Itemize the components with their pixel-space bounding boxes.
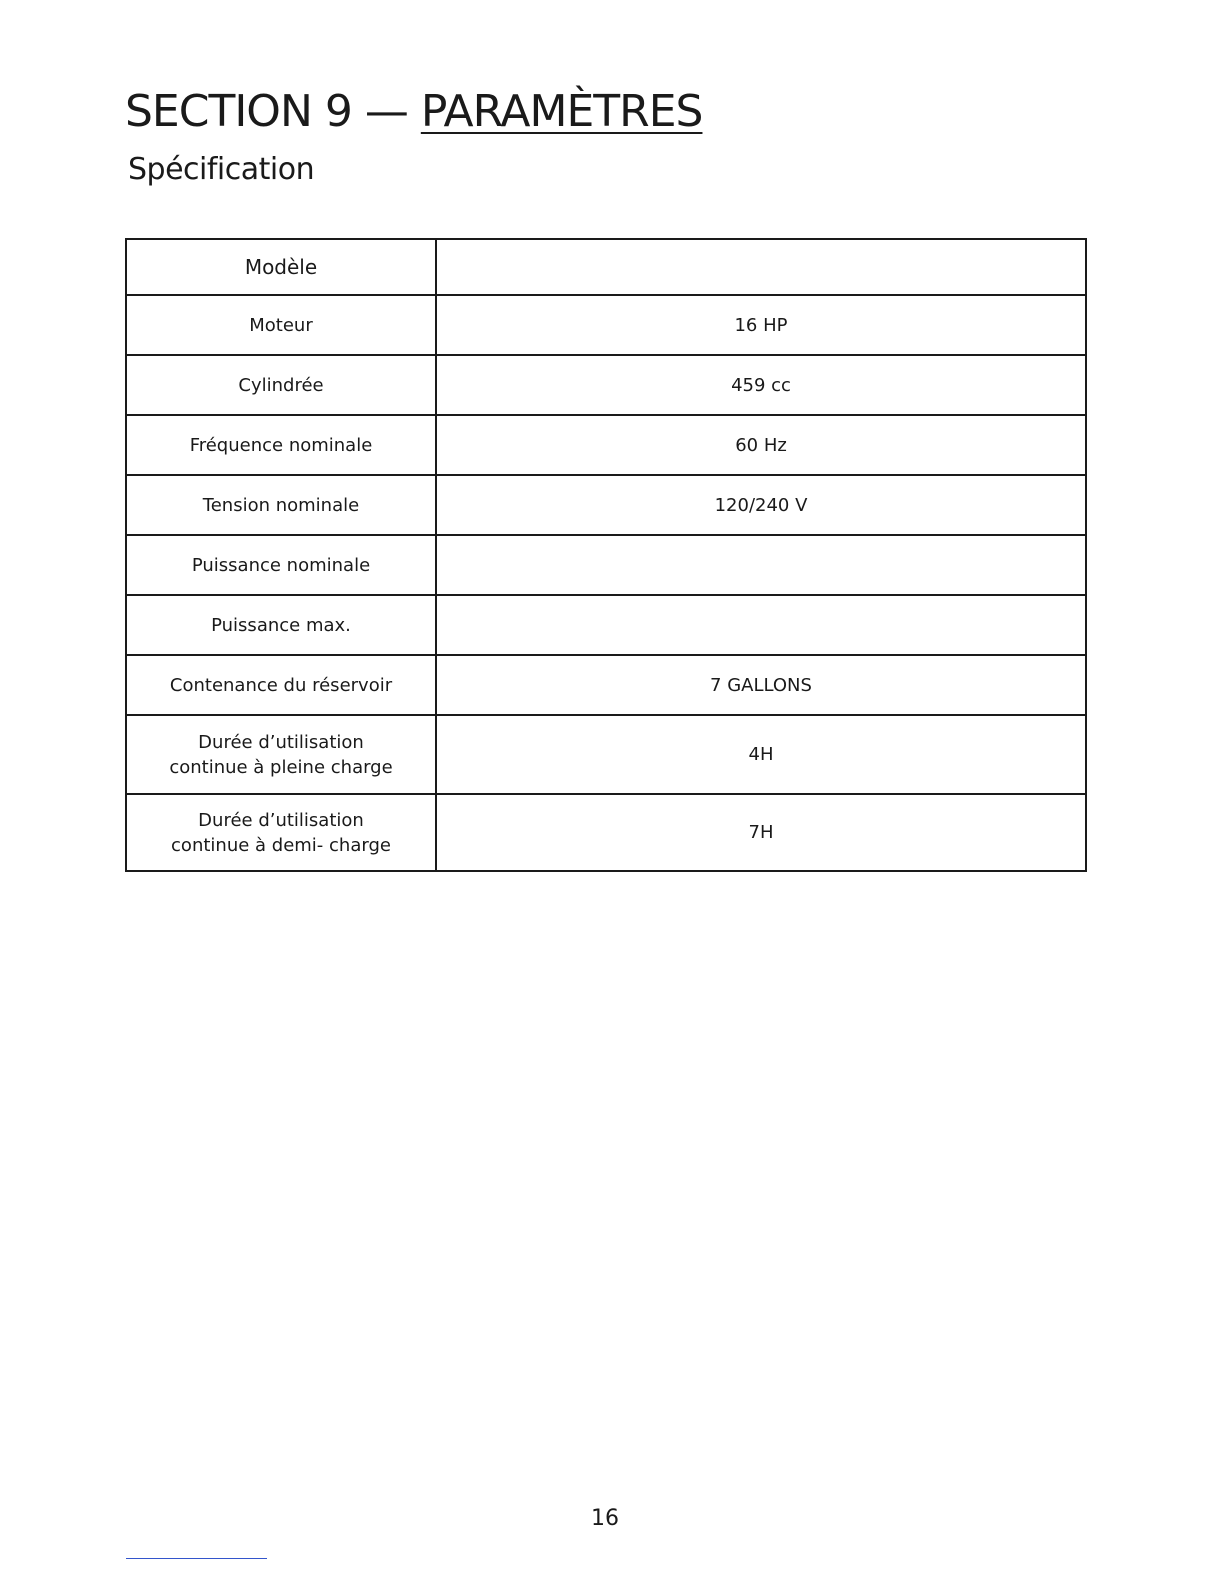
row-label-line: Durée d’utilisation <box>198 809 364 831</box>
row-value: 16 HP <box>436 295 1086 355</box>
row-value: 7 GALLONS <box>436 655 1086 715</box>
row-label <box>126 794 436 871</box>
row-label: Contenance du réservoir <box>126 655 436 715</box>
section-number: SECTION 9 — <box>125 86 421 137</box>
row-label: Tension nominale <box>126 475 436 535</box>
table-row <box>126 595 1086 655</box>
table-row <box>126 295 1086 355</box>
row-value: 4H <box>436 715 1086 794</box>
table-row <box>126 794 1086 871</box>
row-label: Fréquence nominale <box>126 415 436 475</box>
row-value: 120/240 V <box>436 475 1086 535</box>
row-label: Puissance max. <box>126 595 436 655</box>
table-row <box>126 355 1086 415</box>
row-label-line: continue à pleine charge <box>169 756 393 778</box>
page-number: 16 <box>591 1506 619 1531</box>
table-row <box>126 475 1086 535</box>
table-row <box>126 655 1086 715</box>
row-label-line: continue à demi- charge <box>171 834 391 856</box>
section-title: PARAMÈTRES <box>420 86 703 137</box>
row-value <box>436 239 1086 295</box>
table-row <box>126 535 1086 595</box>
table-row <box>126 415 1086 475</box>
row-label-line: Durée d’utilisation <box>198 731 364 753</box>
row-label: Puissance nominale <box>126 535 436 595</box>
footnote-divider <box>126 1558 267 1559</box>
row-label: Cylindrée <box>126 355 436 415</box>
section-subtitle: Spécification <box>128 152 315 187</box>
specification-table <box>125 238 1087 872</box>
table-row <box>126 239 1086 295</box>
row-value: 60 Hz <box>436 415 1086 475</box>
table-row <box>126 715 1086 794</box>
row-value <box>436 535 1086 595</box>
row-label <box>126 715 436 794</box>
row-value <box>436 595 1086 655</box>
row-value: 7H <box>436 794 1086 871</box>
row-label: Modèle <box>126 239 436 295</box>
row-label: Moteur <box>126 295 436 355</box>
section-heading <box>125 86 702 138</box>
row-value: 459 cc <box>436 355 1086 415</box>
